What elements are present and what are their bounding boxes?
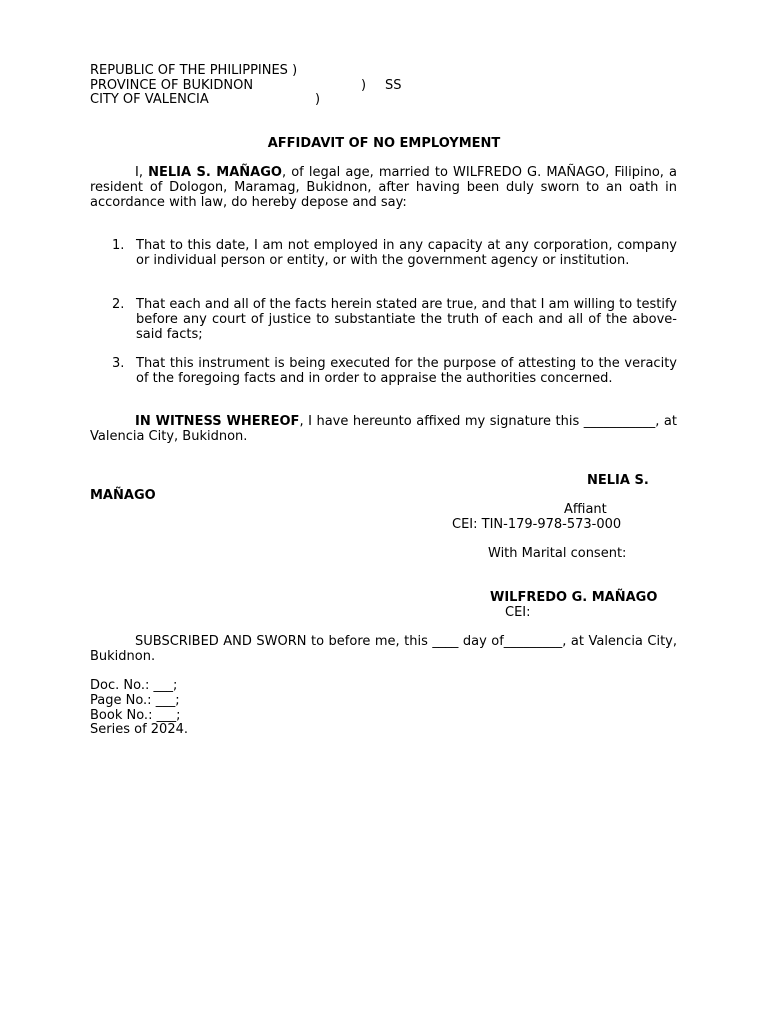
consent-label: With Marital consent:: [488, 546, 627, 561]
series-year: Series of 2024.: [90, 722, 188, 737]
consent-cei: CEI:: [505, 605, 531, 620]
list-item-text: That to this date, I am not employed in any capacity at any corporation, company or individual person or entity, or with the government agency or institution.: [136, 238, 677, 268]
venue-line-city: CITY OF VALENCIA: [90, 92, 209, 107]
affiant-role: Affiant: [564, 502, 607, 517]
intro-prefix: I,: [135, 165, 149, 180]
affiant-name-part2: MAÑAGO: [90, 488, 156, 503]
document-title: AFFIDAVIT OF NO EMPLOYMENT: [267, 136, 501, 151]
affiant-name-part1: NELIA S.: [587, 473, 649, 488]
intro-paragraph: [90, 165, 677, 210]
intro-rest: , of legal age, married to WILFREDO G. MAÑAGO, Filipino, a resident of Dologon, Maramag, Bukidnon, after having been duly sworn to an oath in accordance with law, do hereby depose and say:: [90, 165, 677, 210]
venue-paren-province: ): [361, 78, 367, 93]
doc-number: Doc. No.: ___;: [90, 678, 178, 693]
list-item-text: That this instrument is being executed for the purpose of attesting to the veracity of the foregoing facts and in order to appraise the authorities concerned.: [136, 356, 677, 386]
jurat-paragraph: SUBSCRIBED AND SWORN to before me, this ____ day of_________, at Valencia City, Bukidnon.: [90, 634, 677, 664]
witness-heading: IN WITNESS WHEREOF: [135, 414, 300, 429]
list-item-number: 2.: [112, 297, 125, 312]
intro-affiant-name: NELIA S. MAÑAGO: [148, 165, 282, 180]
affiant-cei: CEI: TIN-179-978-573-000: [452, 517, 622, 532]
list-item-text: That each and all of the facts herein stated are true, and that I am willing to testify before any court of justice to substantiate the truth of each and all of the above-said facts;: [136, 297, 677, 342]
venue-ss: SS: [385, 78, 402, 93]
list-item-number: 1.: [112, 238, 125, 253]
witness-paragraph: [90, 414, 677, 444]
venue-paren-city: ): [315, 92, 321, 107]
consent-name: WILFREDO G. MAÑAGO: [490, 590, 658, 605]
venue-line-republic: REPUBLIC OF THE PHILIPPINES ): [90, 63, 298, 78]
page-number: Page No.: ___;: [90, 693, 180, 708]
venue-line-province: PROVINCE OF BUKIDNON: [90, 78, 254, 93]
book-number: Book No.: ___;: [90, 708, 181, 723]
witness-rest: , I have hereunto affixed my signature this ___________, at Valencia City, Bukidnon.: [90, 414, 677, 444]
list-item-number: 3.: [112, 356, 125, 371]
